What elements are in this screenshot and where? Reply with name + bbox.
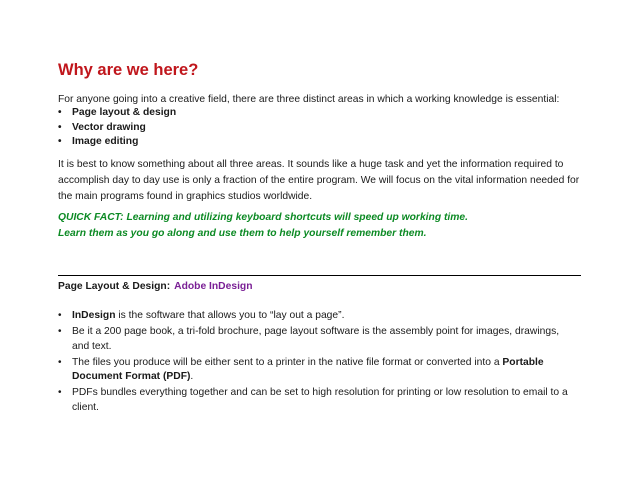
quick-fact-line-2: Learn them as you go along and use them to help yourself remember them. xyxy=(58,228,427,239)
section-program-name: Adobe InDesign xyxy=(174,281,253,292)
area-item-layout: • Page layout & design xyxy=(58,106,176,121)
page-title: Why are we here? xyxy=(58,61,199,79)
areas-list xyxy=(58,106,176,150)
area-item-vector: • Vector drawing xyxy=(58,121,176,136)
quick-fact xyxy=(58,210,468,242)
quick-fact-line-1: QUICK FACT: Learning and utilizing keyboard shortcuts will speed up working time. xyxy=(58,212,469,223)
detail-item-indesign xyxy=(58,309,578,324)
body-paragraph: It is best to know something about all three areas. It sounds like a huge task and yet the information required to accomplish day to day use is only a fraction of the entire program. We will focus on the vital information needed for the main programs found in graphics studios worldwide. xyxy=(58,159,580,202)
section-heading-label: Page Layout & Design: xyxy=(58,281,171,292)
detail-item-pdfs: • PDFs bundles everything together and can be set to high resolution for printing or low resolution to email to a client. xyxy=(58,386,578,415)
section-heading xyxy=(58,279,253,294)
detail-item-files xyxy=(58,356,578,385)
pdf-term: Portable Document Format (PDF) xyxy=(72,356,544,382)
section-divider xyxy=(58,275,581,276)
details-list xyxy=(58,309,578,417)
intro-text: For anyone going into a creative field, there are three distinct areas in which a working knowledge is essential: xyxy=(58,94,560,105)
detail-text: . xyxy=(190,371,194,382)
area-item-image: • Image editing xyxy=(58,135,176,150)
detail-item-assembly: • Be it a 200 page book, a tri-fold brochure, page layout software is the assembly point for images, drawings, and text. xyxy=(58,325,578,354)
detail-text: The files you produce will be either sent to a printer in the native file format or converted into a xyxy=(72,356,503,368)
indesign-term: InDesign xyxy=(72,310,116,321)
detail-text: is the software that allows you to “lay out a page”. xyxy=(115,310,345,321)
